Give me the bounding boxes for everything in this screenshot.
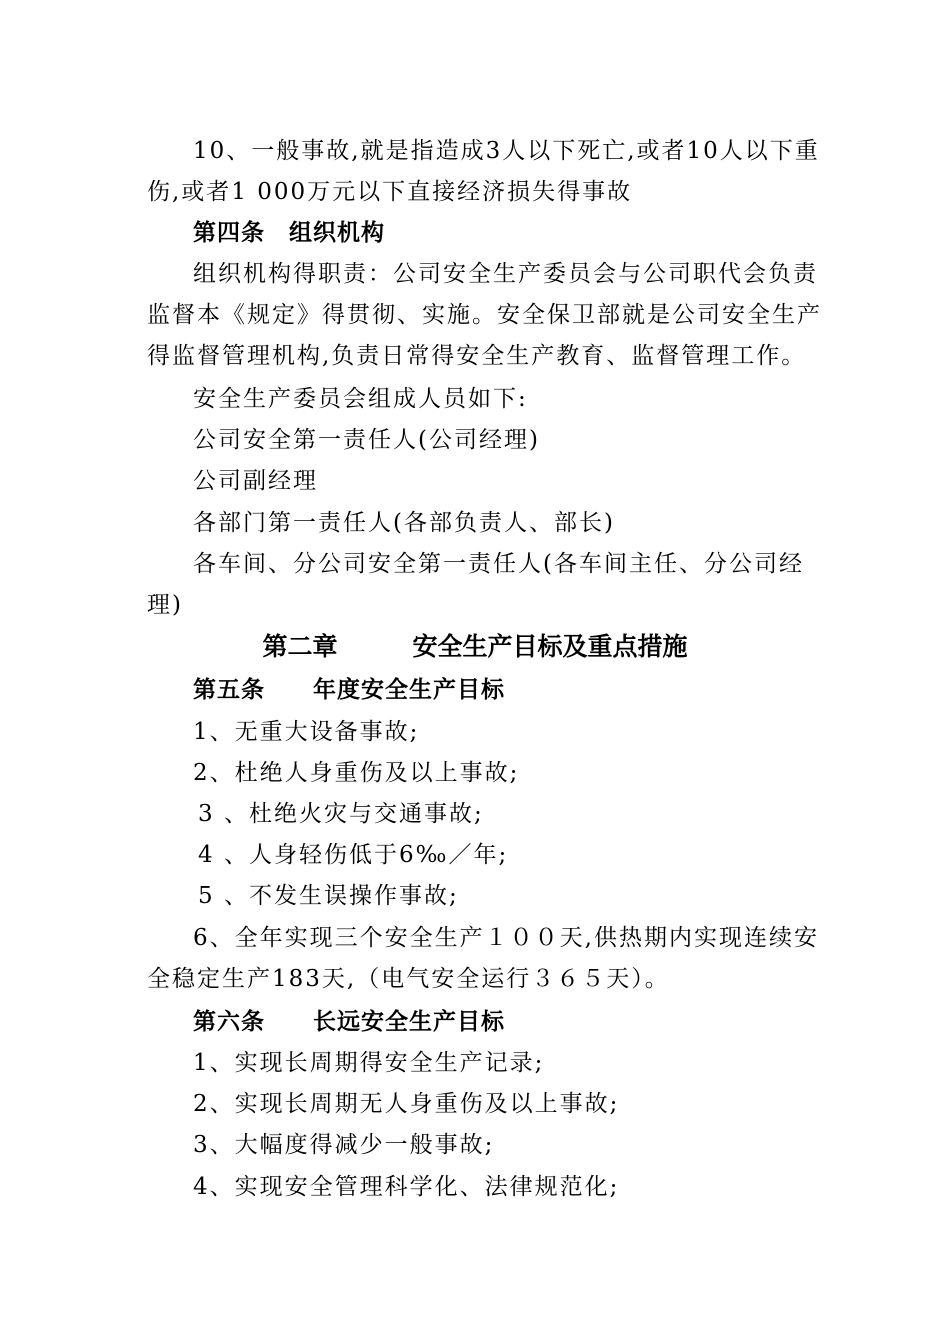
list-item: 4、实现安全管理科学化、法律规范化; [193,1174,620,1200]
paragraph-line: 理) [147,592,183,618]
list-item: 6、全年实现三个安全生产１００天,供热期内实现连续安 [193,925,819,951]
paragraph-line: 公司副经理 [193,468,318,494]
list-item: 1、实现长周期得安全生产记录; [193,1050,545,1076]
paragraph-line: 公司安全第一责任人(公司经理) [193,427,540,453]
list-item: 5 、不发生误操作事故; [198,883,459,909]
paragraph-line: 安全生产委员会组成人员如下: [193,386,528,412]
paragraph-line: 组织机构得职责：公司安全生产委员会与公司职代会负责 [193,261,818,287]
paragraph-line: 各车间、分公司安全第一责任人(各车间主任、分公司经 [193,551,804,577]
paragraph-line: 各部门第一责任人(各部负责人、部长) [193,510,615,536]
list-item: 4 、人身轻伤低于6‰／年; [198,842,509,868]
article-5-heading: 第五条 年度安全生产目标 [193,676,505,703]
list-item: 1、无重大设备事故; [193,719,420,745]
paragraph-line: 10、一般事故,就是指造成3人以下死亡,或者10人以下重 [193,138,820,164]
paragraph-line: 得监督管理机构,负责日常得安全生产教育、监督管理工作。 [147,343,807,369]
list-item: 2、实现长周期无人身重伤及以上事故; [193,1091,620,1117]
list-item: 3、大幅度得减少一般事故; [193,1132,495,1158]
article-6-heading: 第六条 长远安全生产目标 [193,1008,505,1035]
article-4-heading: 第四条 组织机构 [193,219,385,246]
paragraph-line: 伤,或者1 000万元以下直接经济损失得事故 [147,179,633,205]
paragraph-line: 全稳定生产183天,（电气安全运行３６５天）。 [147,966,670,992]
list-item: 3 、杜绝火灾与交通事故; [198,801,484,827]
list-item: 2、杜绝人身重伤及以上事故; [193,760,520,786]
paragraph-line: 监督本《规定》得贯彻、实施。安全保卫部就是公司安全生产 [147,302,822,328]
chapter-2-heading: 第二章 安全生产目标及重点措施 [262,632,688,661]
